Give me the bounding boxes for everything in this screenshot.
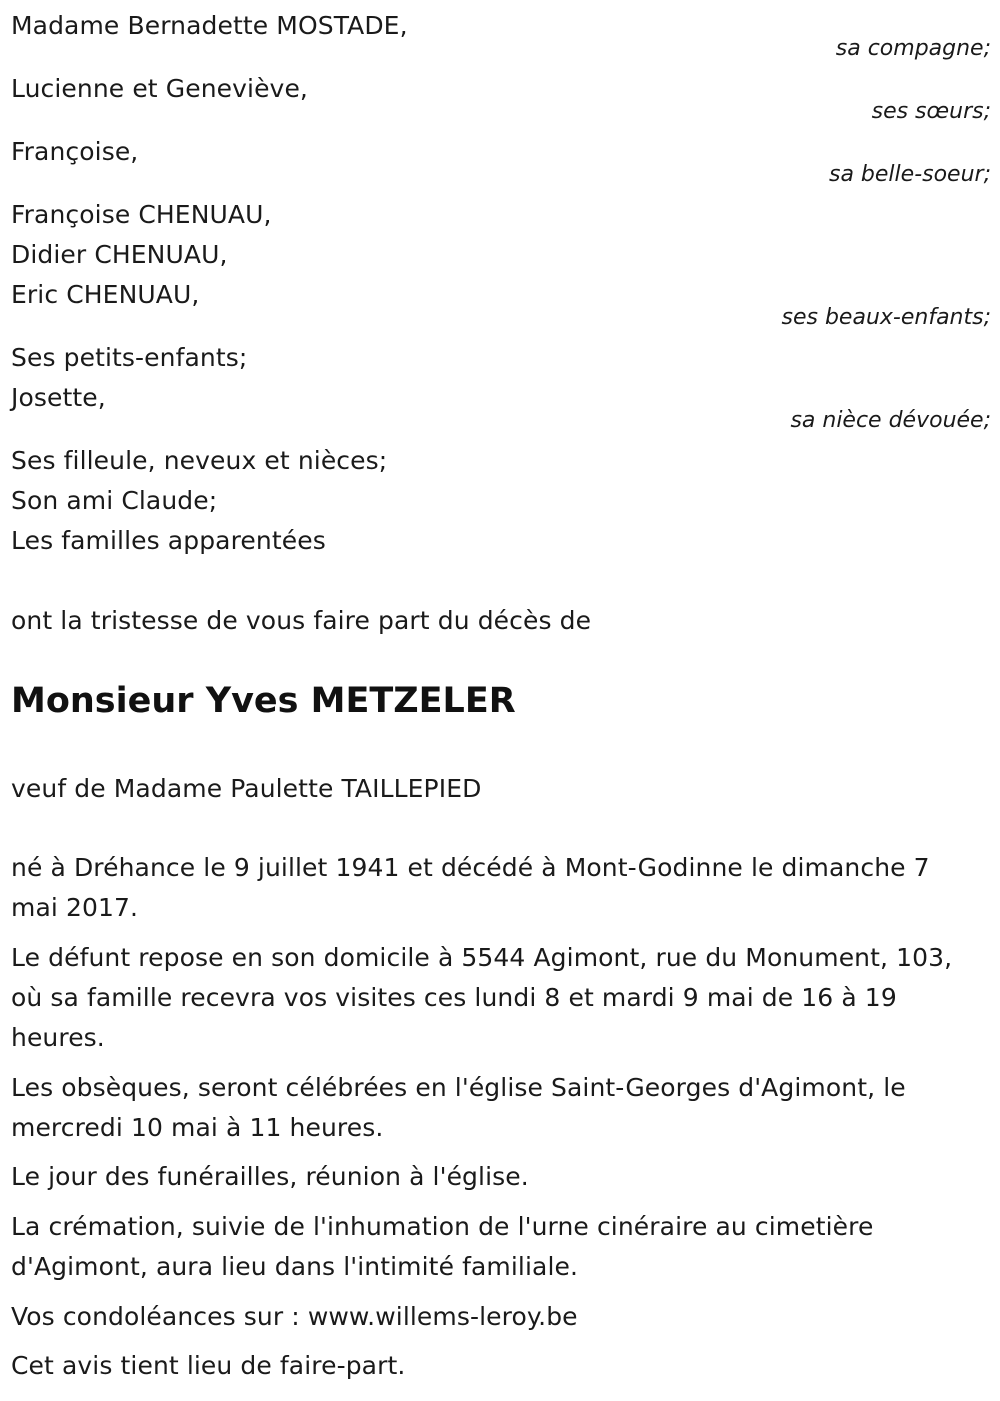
- deceased-name: Monsieur Yves METZELER: [11, 681, 516, 721]
- announcement-text: ont la tristesse de vous faire part du décès de: [11, 606, 592, 635]
- soeurs-role: ses sœurs;: [871, 99, 991, 124]
- petits-enfants: Ses petits-enfants;: [11, 343, 248, 372]
- ami-claude: Son ami Claude;: [11, 486, 218, 515]
- niece-role: sa nièce dévouée;: [790, 408, 991, 433]
- belle-soeur-name: Françoise,: [11, 137, 139, 166]
- cremation-paragraph: La crémation, suivie de l'inhumation de l'urne cinéraire au cimetière d'Agimont, aura lieu dans l'intimité familiale.: [11, 1212, 874, 1281]
- beau-enfant-3: Eric CHENUAU,: [11, 280, 200, 309]
- faire-part-paragraph: Cet avis tient lieu de faire-part.: [11, 1351, 406, 1380]
- birth-death-paragraph: né à Dréhance le 9 juillet 1941 et décédé à Mont-Godinne le dimanche 7 mai 2017.: [11, 853, 930, 922]
- meeting-paragraph: Le jour des funérailles, réunion à l'église.: [11, 1162, 529, 1191]
- soeurs-names: Lucienne et Geneviève,: [11, 74, 308, 103]
- beau-enfant-1: Françoise CHENUAU,: [11, 200, 272, 229]
- filleule-neveux: Ses filleule, neveux et nièces;: [11, 446, 388, 475]
- funeral-paragraph: Les obsèques, seront célébrées en l'église Saint-Georges d'Agimont, le mercredi 10 mai à 11 heures.: [11, 1073, 906, 1142]
- compagne-name: Madame Bernadette MOSTADE,: [11, 11, 408, 40]
- niece-name: Josette,: [11, 383, 106, 412]
- beau-enfant-2: Didier CHENUAU,: [11, 240, 228, 269]
- widower-of: veuf de Madame Paulette TAILLEPIED: [11, 774, 482, 803]
- belle-soeur-role: sa belle-soeur;: [829, 162, 991, 187]
- condolences-paragraph: Vos condoléances sur : www.willems-leroy.be: [11, 1302, 578, 1331]
- beaux-enfants-role: ses beaux-enfants;: [781, 305, 991, 330]
- visitation-paragraph: Le défunt repose en son domicile à 5544 Agimont, rue du Monument, 103, où sa famille recevra vos visites ces lundi 8 et mardi 9 mai de 16 à 19 heures.: [11, 943, 953, 1052]
- obituary-notice: [11, 0, 991, 1401]
- compagne-role: sa compagne;: [835, 36, 991, 61]
- familles-apparentees: Les familles apparentées: [11, 526, 326, 555]
